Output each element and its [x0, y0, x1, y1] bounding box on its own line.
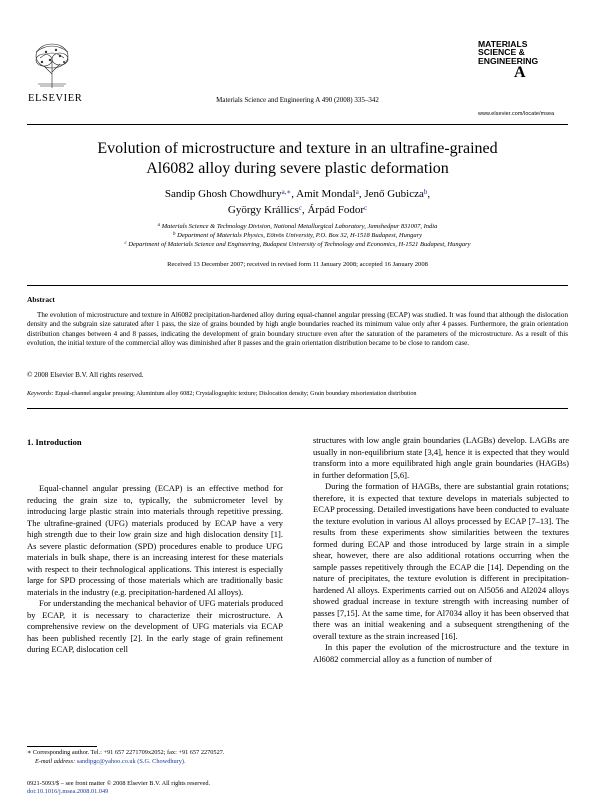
keywords — [27, 390, 568, 397]
author-name: Jenő Gubicza — [364, 188, 424, 200]
affiliation-mark: b — [173, 232, 176, 237]
author-affil-mark[interactable]: a — [355, 188, 359, 196]
journal-logo-line: SCIENCE & — [478, 47, 525, 58]
journal-url: www.elsevier.com/locate/msea — [478, 111, 555, 117]
article-title-line: Al6082 alloy during severe plastic deformation — [146, 160, 449, 177]
footnote-rule — [27, 746, 97, 747]
issn-line: 0921-5093/$ – see front matter © 2008 Elsevier B.V. All rights reserved. — [27, 780, 211, 787]
affiliation-list — [40, 222, 555, 249]
author-line: Sandip Ghosh Chowdhury$^{a,∗}$, Amit Mondal$^a$, Jenő Gubicza$^b$, — [164, 188, 431, 200]
abstract-heading: Abstract — [27, 295, 55, 304]
author-line: György Krállics$^c$, Árpád Fodor$^c$ — [227, 204, 368, 216]
affiliation-text: Materials Science & Technology Division, National Metallurgical Laboratory, Jamshedpur 831007, India — [161, 223, 438, 230]
paragraph: structures with low angle grain boundaries (LAGBs) develop. LAGBs are usually in non-equilibrium state [3,4], hence it is expected that they would transform into a more equilibrated high angle grain boundaries (HAGBs) in further deformation [5,6]. — [313, 435, 569, 480]
affiliation-text: Department of Materials Physics, Eötvös University, P.O. Box 32, H-1518 Budapest, Hungary — [177, 232, 422, 239]
footnote-email-line — [27, 758, 297, 767]
affiliation-mark: c — [124, 241, 127, 246]
email-label: E-mail address: — [35, 757, 76, 765]
author-list — [60, 186, 535, 218]
article-title — [60, 139, 535, 179]
paragraph: Equal-channel angular pressing (ECAP) is an effective method for reducing the grain size to, typically, the submicrometer level by introducing large plastic strain into materials through repetitive pressing. The ultrafine-grained (UFG) materials produced by ECAP have a very high strength due to their low grain size and high dislocation density [1]. As severe plastic deformation (SPD) procedures enable to produce UFG materials in bulk shape, there is an increasing interest for these materials with respect to their technological applications. This interest is especially large for SPD processing of those materials which are traditionally basic materials in the industry (e.g. precipitation-hardened Al alloys). — [27, 483, 283, 597]
email-link[interactable]: sandipgc@yahoo.co.uk (S.G. Chowdhury). — [76, 757, 186, 765]
affiliation — [40, 240, 555, 249]
journal-logo-line: ENGINEERING — [478, 55, 539, 66]
received-dates: Received 13 December 2007; received in revised form 11 January 2008; accepted 16 January 2008 — [167, 261, 428, 268]
abstract-top-rule — [27, 285, 568, 286]
paragraph: During the formation of HAGBs, there are substantial grain rotations; therefore, it is expected that texture develops in materials subjected to ECAP processing. Detailed investigations have been conducted to evaluate the texture evolution in various Al alloys processed by ECAP [7–13]. The results from these experiments show similarities between the textures formed during ECAP and those introduced by large strain in a simple shear, however, there are also additional rotations occurring when the sample passes repetitively through the ECAP die [14]. Depending on the nature of precipitates, the texture evolution is different in precipitation-hardened Al alloys. Experiments carried out on Al5056 and Al2024 alloys showed gradual increase in texture strength with increasing number of passes [7,15]. At the same time, for Al7034 alloy it has been observed that there was an initial weakening and a subsequent strengthening of the overall texture as the strain increased [16]. — [313, 481, 569, 641]
journal-logo-line: MATERIALS — [478, 39, 528, 49]
article-title-line: Evolution of microstructure and texture in an ultrafine-grained — [97, 140, 498, 157]
author-name: Amit Mondal — [296, 188, 356, 200]
paragraph: In this paper the evolution of the microstructure and the texture in Al6082 commercial alloy as a function of number of — [313, 642, 569, 664]
copyright-notice: © 2008 Elsevier B.V. All rights reserved. — [27, 371, 144, 379]
author-name: Árpád Fodor — [307, 204, 364, 216]
author-affil-mark[interactable]: b — [423, 188, 428, 196]
journal-reference: Materials Science and Engineering A 490 (2008) 335–342 — [216, 96, 379, 104]
doi-link[interactable]: doi:10.1016/j.msea.2008.01.049 — [27, 788, 109, 796]
abstract-text: The evolution of microstructure and texture in Al6082 precipitation-hardened alloy during equal-channel angular pressing (ECAP) was studied. It was found that although the dislocation density and the subgrain size saturated after 1 pass, the size of grains bounded by high angle boundaries reached its minimum value only after 4 passes. Furthermore, the grain orientation distribution changes between 4 and 8 passes, indicating the development of grain boundary structure even after the saturation of the parameters of the microstructure. As a result of this evolution, the initial texture of the commercial alloy was diminished after 8 passes and the grain orientation distribution became to be close to random case. — [27, 311, 568, 347]
header-rule — [27, 124, 568, 125]
author-name: Sandip Ghosh Chowdhury — [164, 188, 282, 200]
author-affil-mark[interactable]: c — [364, 204, 368, 212]
journal-logo — [478, 40, 570, 81]
abstract-bottom-rule — [27, 408, 568, 409]
issn-doi — [27, 780, 210, 797]
footnote-contact: ∗ Corresponding author. Tel.: +91 657 2271709x2052; fax: +91 657 2270527. — [27, 749, 225, 756]
author-name: György Krállics — [227, 204, 299, 216]
keywords-text: Equal-channel angular pressing; Aluminium alloy 6082; Crystallographic texture; Dislocation density; Grain boundary misorientation distribution — [55, 390, 417, 397]
corresponding-author-footnote — [27, 749, 297, 766]
affiliation — [40, 231, 555, 240]
paragraph: For understanding the mechanical behavior of UFG materials produced by ECAP, it is necessary to characterize their microstructure. A comprehensive review on the development of UFG materials via ECAP has been published recently [2]. In the early stage of grain refinement during ECAP, dislocation cell — [27, 598, 283, 654]
journal-logo-letter: A — [514, 64, 526, 82]
publisher-name: ELSEVIER — [28, 93, 83, 104]
author-affil-mark[interactable]: c — [298, 204, 302, 212]
left-column — [27, 483, 283, 656]
section-heading: 1. Introduction — [27, 437, 82, 447]
affiliation-mark: a — [157, 223, 161, 228]
affiliation-text: Department of Materials Science and Engineering, Budapest University of Technology and Economics, H-1521 Budapest, Hungary — [128, 241, 471, 248]
right-column — [313, 435, 569, 665]
keywords-label: Keywords: — [27, 390, 54, 397]
elsevier-tree-logo-icon — [30, 40, 74, 90]
author-affil-mark[interactable]: a,∗ — [281, 188, 292, 196]
affiliation — [40, 222, 555, 231]
